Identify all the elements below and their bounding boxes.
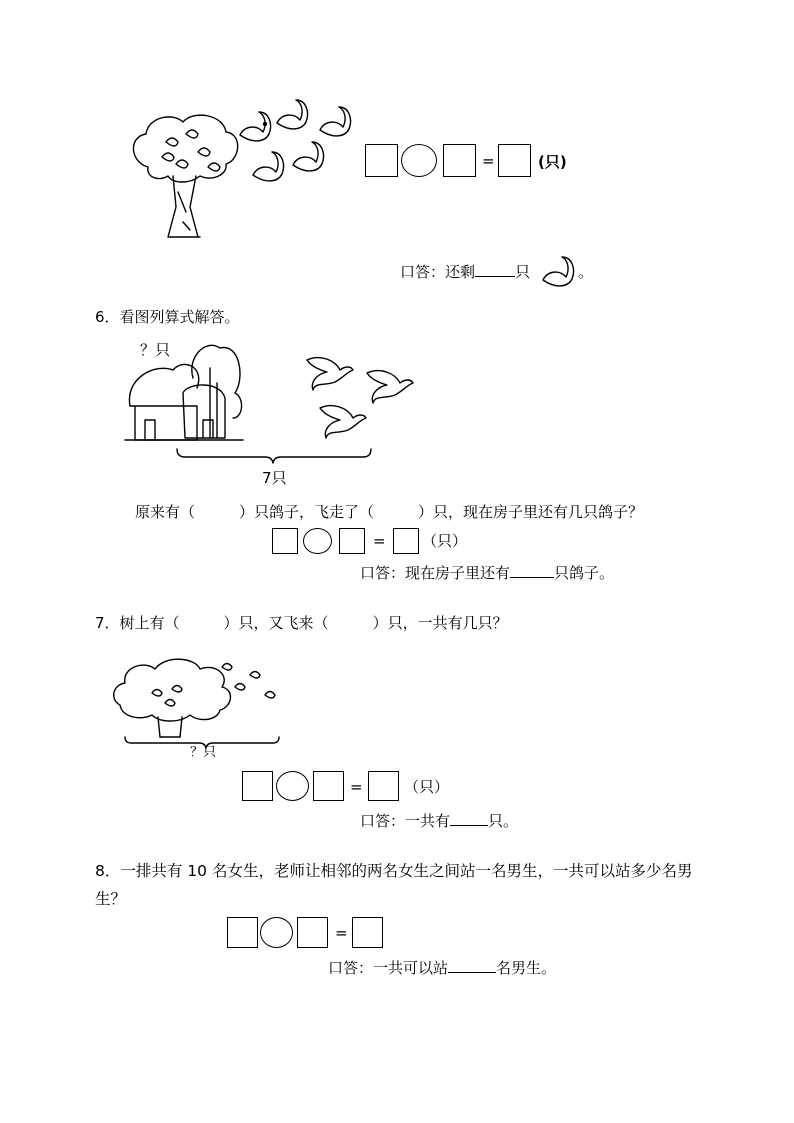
- answer-box[interactable]: [393, 528, 419, 554]
- house-illustration: [125, 338, 255, 448]
- answer-blank[interactable]: [448, 958, 496, 973]
- title-blank-on-tree[interactable]: [180, 614, 224, 628]
- answer-period: 。: [578, 263, 594, 281]
- answer-blank[interactable]: [450, 811, 488, 826]
- question-7-title: 7．树上有（ ）只，又飞来（ ）只，一共有几只？: [95, 614, 508, 632]
- answer-box[interactable]: [297, 917, 328, 948]
- question-6-title: 6．看图列算式解答。: [95, 308, 240, 326]
- equals-sign: =: [335, 924, 348, 942]
- bird-icon: [272, 98, 312, 138]
- answer-box[interactable]: [339, 528, 365, 554]
- oral-answer: 口答：现在房子里还有 只鸽子。: [360, 564, 615, 582]
- answer-suffix: 只: [515, 263, 531, 281]
- answer-box[interactable]: [443, 144, 476, 177]
- bird-icon: [538, 255, 578, 295]
- answer-prefix: 口答：还剩: [400, 263, 476, 281]
- answer-blank[interactable]: [510, 563, 554, 578]
- answer-box[interactable]: [242, 771, 273, 801]
- question-6-story: 原来有（ ）只鸽子，飞走了（ ）只，现在房子里还有几只鸽子？: [135, 503, 644, 521]
- unit-label: （只）: [404, 778, 450, 796]
- total-label: ？只: [190, 745, 217, 760]
- flying-pigeon-icon: [305, 352, 355, 392]
- total-label: 7只: [262, 469, 287, 487]
- story-blank-original[interactable]: [195, 503, 239, 517]
- bird-icon: [315, 105, 355, 145]
- answer-box[interactable]: [272, 528, 298, 554]
- equals-sign: =: [350, 778, 363, 796]
- bird-icon: [235, 110, 275, 150]
- flying-pigeon-icon: [365, 365, 415, 405]
- unknown-count-label: ？只: [140, 341, 171, 359]
- title-blank-flew-in[interactable]: [329, 614, 373, 628]
- operator-circle[interactable]: [276, 771, 309, 801]
- oral-answer: [400, 262, 530, 282]
- answer-box[interactable]: [498, 144, 531, 177]
- question-8-title-line1: 8．一排共有 10 名女生，老师让相邻的两名女生之间站一名男生，一共可以站多少名男: [95, 862, 693, 880]
- answer-box[interactable]: [313, 771, 344, 801]
- bird-icon: [288, 140, 328, 180]
- equals-sign: =: [482, 152, 495, 170]
- bird-icon: [248, 150, 288, 190]
- total-brace: [175, 447, 375, 467]
- tree-illustration: [128, 112, 248, 242]
- flying-pigeon-icon: [318, 400, 368, 440]
- operator-circle[interactable]: [401, 144, 437, 177]
- equals-sign: =: [373, 532, 386, 550]
- oral-answer: 口答：一共有 只。: [360, 812, 519, 830]
- unit-label: （只）: [422, 532, 468, 550]
- answer-box[interactable]: [368, 771, 399, 801]
- answer-box[interactable]: [227, 917, 258, 948]
- answer-box[interactable]: [352, 917, 383, 948]
- answer-box[interactable]: [365, 144, 398, 177]
- tree-with-birds-illustration: [110, 655, 290, 745]
- oral-answer: 口答：一共可以站 名男生。: [328, 959, 557, 977]
- operator-circle[interactable]: [260, 917, 293, 948]
- story-blank-flew[interactable]: [374, 503, 418, 517]
- unit-label: (只): [538, 153, 567, 171]
- answer-blank[interactable]: [475, 262, 515, 277]
- operator-circle[interactable]: [303, 528, 332, 554]
- question-8-title-line2: 生？: [95, 890, 127, 908]
